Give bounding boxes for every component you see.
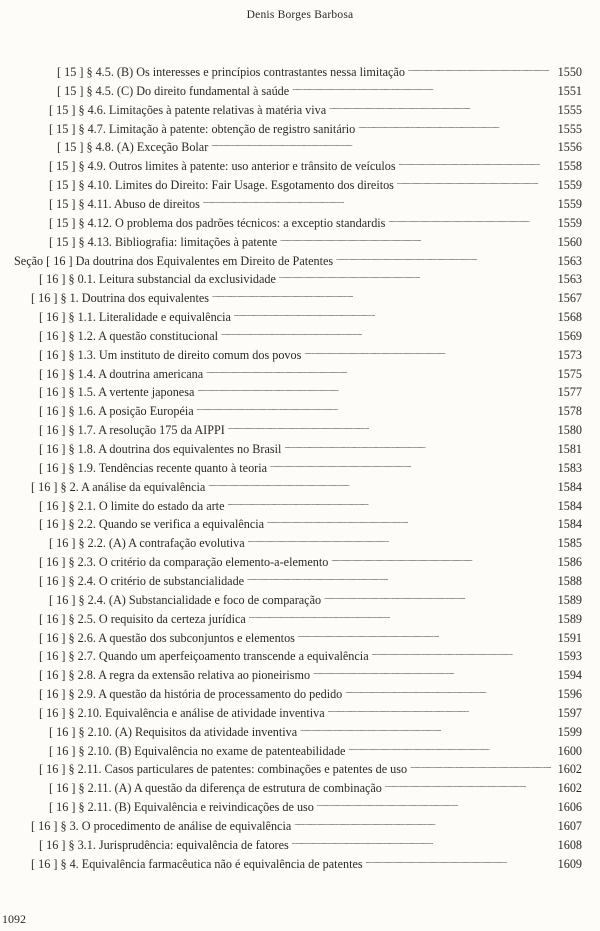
toc-entry [49, 120, 582, 138]
toc-entry [57, 63, 582, 81]
toc-entry-page: 1550 [557, 65, 582, 79]
dot-leader [300, 724, 556, 736]
dot-leader [345, 686, 555, 698]
toc-entry [49, 742, 582, 760]
toc-entry-title: [ 16 ] § 2.8. A regra da extensão relativa ao pioneirismo [39, 668, 311, 683]
toc-entry-page: 1555 [557, 102, 582, 117]
toc-entry-page: 1602 [557, 781, 582, 796]
toc-entry-title: [ 16 ] § 4. Equivalência farmacêutica não é equivalência de patentes [31, 856, 363, 871]
toc-entry-title: [ 16 ] § 1.6. A posição Européia [39, 404, 194, 419]
toc-entry-page: 1558 [557, 159, 582, 174]
toc-entry-title: [ 15 ] § 4.8. (A) Exceção Bolar [57, 140, 209, 155]
toc-entry-page: 1583 [557, 460, 582, 475]
dot-leader [358, 121, 555, 133]
dot-leader [331, 554, 555, 566]
toc-entry-title: [ 16 ] § 1.9. Tendências recente quanto à teoria [39, 460, 268, 475]
toc-entry [39, 629, 582, 647]
dot-leader [247, 573, 556, 585]
dot-leader [292, 837, 556, 849]
toc-entry-title: [ 16 ] § 1.4. A doutrina americana [39, 366, 204, 381]
dot-leader [234, 309, 556, 321]
toc-entry-title: [ 16 ] § 2.11. (B) Equivalência e reivindicações de uso [49, 800, 314, 815]
dot-leader [324, 592, 556, 604]
toc-entry [39, 553, 582, 571]
toc-entry [39, 327, 582, 345]
toc-entry [39, 836, 582, 854]
dot-leader [221, 328, 556, 340]
toc-entry [14, 252, 582, 270]
toc-entry-title: [ 16 ] § 2.10. Equivalência e análise de atividade inventiva [39, 705, 325, 720]
dot-leader [248, 535, 556, 547]
toc-entry [49, 157, 582, 175]
dot-leader [329, 102, 555, 114]
toc-entry-title: [ 16 ] § 1.1. Literalidade e equivalência [39, 310, 231, 325]
dot-leader [304, 347, 555, 359]
toc-entry-title: [ 16 ] § 2.4. (A) Substancialidade e foco de comparação [49, 592, 322, 607]
dot-leader [385, 780, 556, 792]
dot-leader [294, 818, 555, 830]
dot-leader [197, 384, 555, 396]
toc-entry-page: 1560 [557, 234, 582, 249]
toc-entry [39, 365, 582, 383]
toc-entry [39, 440, 582, 458]
dot-leader [410, 761, 556, 773]
toc-entry-page: 1578 [557, 404, 582, 419]
toc-entry-title: [ 15 ] § 4.10. Limites do Direito: Fair Usage. Esgotamento dos direitos [49, 178, 394, 193]
toc-entry-title: [ 16 ] § 1.8. A doutrina dos equivalentes no Brasil [39, 442, 282, 456]
toc-entry-title: [ 16 ] § 2.6. A questão dos subconjuntos e elementos [39, 630, 295, 645]
toc-entry [49, 176, 582, 194]
toc-entry-title: [ 16 ] § 2.3. O critério da comparação elemento-a-elemento [39, 555, 329, 570]
toc-entry [49, 214, 582, 232]
toc-entry-page: 1551 [557, 83, 582, 98]
toc-entry-page: 1580 [557, 423, 582, 438]
dot-leader [270, 460, 556, 472]
toc-entry [49, 101, 582, 119]
toc-entry-title: [ 16 ] § 2.4. O critério de substancialidade [39, 573, 245, 588]
dot-leader [298, 630, 556, 642]
toc-entry-title: [ 16 ] § 2.11. (A) A questão da diferença de estrutura de combinação [49, 781, 382, 796]
toc-entry-title: [ 16 ] § 2.10. (A) Requisitos da atividade inventiva [49, 724, 298, 739]
toc-entry [39, 760, 582, 778]
toc-entry-title: [ 16 ] § 2.2. (A) A contrafação evolutiva [49, 536, 245, 551]
toc-entry-page: 1563 [557, 253, 582, 268]
toc-entry-title: Seção [ 16 ] Da doutrina dos Equivalentes em Direito de Patentes [14, 253, 334, 268]
toc-entry-title: [ 16 ] § 2.10. (B) Equivalência no exame de patenteabilidade [49, 743, 346, 758]
toc-entry-page: 1593 [557, 649, 582, 664]
dot-leader [279, 271, 556, 283]
toc-entry-title: [ 15 ] § 4.12. O problema dos padrões técnicos: a exceptio standardis [49, 215, 386, 230]
toc-entry-page: 1584 [557, 517, 582, 532]
dot-leader [284, 441, 555, 453]
toc-entry [49, 798, 582, 816]
toc-entry-title: [ 16 ] § 2.2. Quando se verifica a equivalência [39, 517, 265, 532]
dot-leader [328, 705, 556, 717]
dot-leader [227, 498, 555, 510]
dot-leader [206, 366, 555, 378]
toc-entry-page: 1584 [557, 498, 582, 513]
dot-leader [228, 422, 556, 434]
toc-entry-page: 1585 [557, 536, 582, 551]
toc-entry-page: 1594 [557, 668, 582, 683]
toc-entry [31, 289, 582, 307]
toc-entry-title: [ 16 ] § 0.1. Leitura substancial da exclusividade [39, 272, 276, 287]
dot-leader [211, 139, 555, 151]
toc-entry [57, 82, 582, 100]
running-header: Denis Borges Barbosa [246, 9, 354, 21]
toc-entry [39, 383, 582, 401]
toc-entry [39, 610, 582, 628]
dot-leader [317, 799, 556, 811]
toc-entry [39, 308, 582, 326]
toc-entry [39, 685, 582, 703]
dot-leader [197, 403, 556, 415]
toc-entry-title: [ 16 ] § 3. O procedimento de análise de equivalência [31, 819, 292, 833]
dot-leader [292, 83, 555, 95]
toc-entry [39, 270, 582, 288]
toc-entry-title: [ 16 ] § 1.5. A vertente japonesa [39, 385, 195, 400]
toc-entry-page: 1607 [557, 819, 582, 833]
toc-entry [39, 515, 582, 533]
dot-leader [348, 743, 555, 755]
toc-entry-page: 1575 [557, 366, 582, 381]
toc-entry-page: 1602 [557, 762, 582, 777]
toc-entry-title: [ 15 ] § 4.7. Limitação à patente: obtenção de registro sanitário [49, 121, 356, 136]
toc-entry [31, 478, 582, 496]
toc-entry-page: 1589 [557, 611, 582, 626]
toc-entry-title: [ 16 ] § 2.7. Quando um aperfeiçoamento transcende a equivalência [39, 649, 369, 664]
toc-entry [39, 666, 582, 684]
toc-entry-page: 1559 [557, 196, 582, 211]
dot-leader [203, 196, 556, 208]
dot-leader [336, 253, 555, 265]
dot-leader [313, 667, 556, 679]
toc-entry [57, 138, 582, 156]
dot-leader [372, 648, 556, 660]
toc-entry [39, 459, 582, 477]
toc-entry-page: 1596 [557, 687, 582, 702]
toc-entry-title: [ 15 ] § 4.9. Outros limites à patente: uso anterior e trânsito de veículos [49, 159, 396, 174]
toc-entry [49, 591, 582, 609]
toc-entry-title: [ 15 ] § 4.6. Limitações à patente relativas à matéria viva [49, 102, 327, 117]
toc-entry-page: 1588 [557, 573, 582, 588]
toc-entry-title: [ 16 ] § 3.1. Jurisprudência: equivalência de fatores [39, 837, 289, 852]
toc-entry [39, 497, 582, 515]
toc-entry [39, 402, 582, 420]
toc-entry [39, 572, 582, 590]
toc-entry [49, 534, 582, 552]
toc-entry-page: 1555 [557, 121, 582, 136]
toc-entry-title: [ 16 ] § 1.7. A resolução 175 da AIPPI [39, 423, 225, 438]
page-number: 1092 [2, 912, 26, 926]
toc-entry [49, 195, 582, 213]
toc-entry-page: 1597 [557, 705, 582, 720]
toc-entry-page: 1569 [557, 328, 582, 343]
toc-entry-page: 1563 [557, 272, 582, 287]
toc-entry [39, 346, 582, 364]
toc-entry-title: [ 16 ] § 2. A análise da equivalência [31, 479, 206, 494]
toc-entry [39, 704, 582, 722]
dot-leader [397, 177, 556, 189]
toc-entry-title: [ 16 ] § 1.2. A questão constitucional [39, 328, 219, 343]
toc-entry-page: 1600 [557, 743, 582, 758]
dot-leader [249, 611, 556, 623]
toc-entry-page: 1584 [557, 479, 582, 494]
dot-leader [208, 479, 555, 491]
toc-entry-page: 1559 [557, 215, 582, 230]
toc-entry-page: 1606 [557, 800, 582, 815]
toc-entry [49, 779, 582, 797]
toc-entry-title: [ 16 ] § 2.11. Casos particulares de patentes: combinações e patentes de uso [39, 762, 408, 777]
toc-entry-page: 1567 [557, 291, 582, 306]
dot-leader [267, 516, 556, 528]
toc-entry-title: [ 16 ] § 1. Doutrina dos equivalentes [31, 291, 210, 306]
toc-entry-page: 1591 [557, 630, 582, 645]
toc-entry-title: [ 15 ] § 4.5. (B) Os interesses e princípios contrastantes nessa limitação [57, 65, 405, 79]
dot-leader [280, 234, 556, 246]
dot-leader [212, 290, 556, 302]
toc-entry-title: [ 16 ] § 2.5. O requisito da certeza jurídica [39, 611, 246, 626]
toc-entry [39, 647, 582, 665]
toc-entry-title: [ 16 ] § 2.9. A questão da história de processamento do pedido [39, 687, 343, 702]
toc-entry-page: 1609 [557, 856, 582, 871]
toc-entry-page: 1599 [557, 724, 582, 739]
toc-entry-title: [ 15 ] § 4.5. (C) Do direito fundamental à saúde [57, 83, 290, 98]
toc-entry-page: 1589 [557, 592, 582, 607]
toc-entry [39, 421, 582, 439]
dot-leader [408, 64, 556, 76]
dot-leader [366, 856, 556, 868]
toc-entry-page: 1608 [557, 837, 582, 852]
toc-entry-page: 1573 [557, 347, 582, 362]
toc-entry-page: 1581 [557, 442, 582, 456]
toc-entry-page: 1586 [557, 555, 582, 570]
toc-entry-title: [ 16 ] § 1.3. Um instituto de direito comum dos povos [39, 347, 302, 362]
toc-entry [49, 233, 582, 251]
toc-entry [31, 817, 582, 835]
toc-entry-title: [ 16 ] § 2.1. O limite do estado da arte [39, 498, 225, 513]
toc-entry [49, 723, 582, 741]
dot-leader [399, 158, 556, 170]
toc-entry-title: [ 15 ] § 4.11. Abuso de direitos [49, 196, 200, 211]
toc-entry-page: 1559 [557, 178, 582, 193]
toc-entry-page: 1577 [557, 385, 582, 400]
toc-entry-title: [ 15 ] § 4.13. Bibliografia: limitações à patente [49, 234, 278, 249]
toc-entry [31, 855, 582, 873]
dot-leader [388, 215, 555, 227]
toc-entry-page: 1556 [557, 140, 582, 155]
toc-entry-page: 1568 [557, 310, 582, 325]
